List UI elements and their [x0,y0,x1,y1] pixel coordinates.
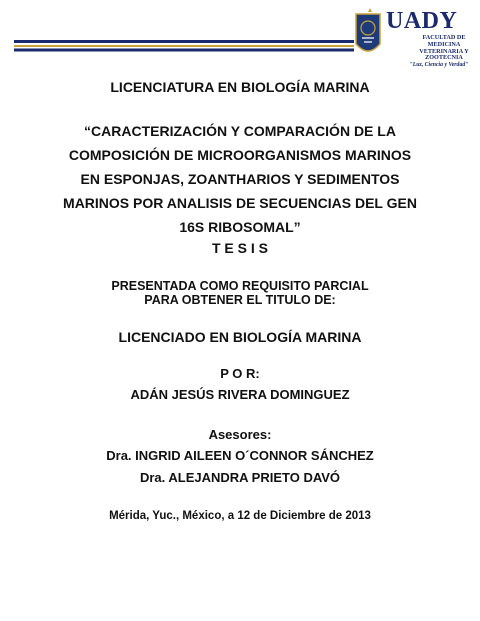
advisors-label: Asesores: [208,427,272,442]
advisor-1: Dra. INGRID AILEEN O´CONNOR SÁNCHEZ [106,448,374,463]
university-motto: "Luz, Ciencia y Verdad" [409,62,469,68]
degree-title: LICENCIADO EN BIOLOGÍA MARINA [118,329,362,345]
thesis-title-line-1: “CARACTERIZACIÓN Y COMPARACIÓN DE LA [84,123,396,139]
requirement-line-1: PRESENTADA COMO REQUISITO PARCIAL [111,279,369,293]
faculty-name: FACULTAD DE MEDICINA VETERINARIA Y ZOOTECNIA [419,34,469,62]
thesis-title-line-2: COMPOSICIÓN DE MICROORGANISMOS MARINOS [68,147,412,163]
uady-wordmark: UADY [386,8,458,34]
thesis-title-line-4: MARINOS POR ANALISIS DE SECUENCIAS DEL GEN [63,195,417,211]
advisor-2: Dra. ALEJANDRA PRIETO DAVÓ [139,470,341,485]
by-label: P O R: [220,366,260,381]
requirement-line-2: PARA OBTENER EL TITULO DE: [144,293,336,307]
program-title: LICENCIATURA EN BIOLOGÍA MARINA [110,79,370,95]
thesis-title-line-3: EN ESPONJAS, ZOANTHARIOS Y SEDIMENTOS [80,171,400,187]
uady-logo [352,8,472,70]
author-name: ADÁN JESÚS RIVERA DOMINGUEZ [130,387,350,402]
header-stripes [14,38,354,54]
document-type: T E S I S [211,240,268,256]
place-date: Mérida, Yuc., México, a 12 de Diciembre de 2013 [109,510,371,522]
thesis-title-line-5: 16S RIBOSOMAL” [179,219,301,235]
